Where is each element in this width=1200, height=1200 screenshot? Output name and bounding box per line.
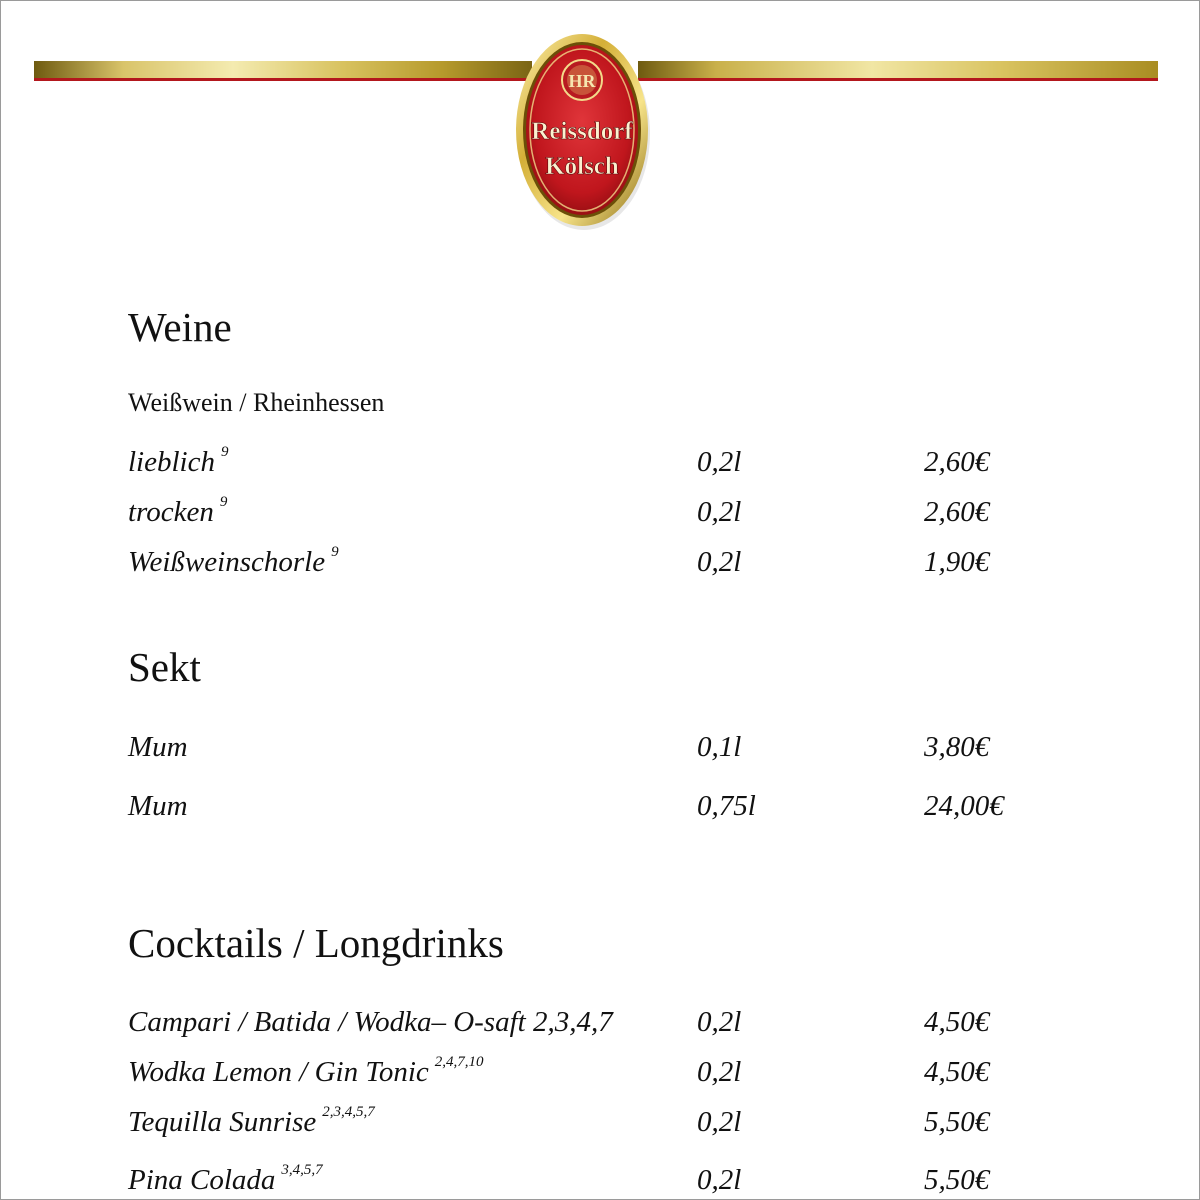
menu-row [0,1056,1200,1092]
allergen-note: 9 [219,494,228,510]
item-size: 0,2l [697,546,742,578]
item-price: 2,60€ [924,496,990,528]
item-name: Wodka Lemon / Gin Tonic $^{2,4,7,10}$ [128,1054,484,1088]
item-size: 0,1l [697,731,742,763]
menu-row [0,1164,1200,1200]
svg-text:HR: HR [568,71,596,91]
item-price: 1,90€ [924,546,990,578]
menu-row [0,446,1200,482]
section-title-sekt: Sekt [128,644,201,690]
item-size: 0,2l [697,1106,742,1138]
header-red-line-left [34,78,532,81]
item-size: 0,75l [697,790,756,822]
section-title-weine: Weine [128,304,232,350]
menu-row [0,790,1200,826]
item-size: 0,2l [697,1164,742,1196]
header-gold-bar-right [638,61,1158,78]
item-size: 0,2l [697,496,742,528]
allergen-note: 2,4,7,10 [434,1054,484,1070]
item-name: lieblich $^9$ [128,444,229,478]
section-title-cocktails: Cocktails / Longdrinks [128,920,504,966]
item-price: 2,60€ [924,446,990,478]
allergen-note: 9 [220,444,229,460]
item-name: Weißweinschorle $^9$ [128,544,339,578]
item-name: Campari / Batida / Wodka– O-saft 2,3,4,7 [128,1006,613,1038]
item-name: Mum [128,731,188,763]
menu-row [0,1006,1200,1042]
header-gold-bar-left [34,61,532,78]
item-price: 24,00€ [924,790,1004,822]
item-name: trocken $^9$ [128,494,228,528]
svg-text:Kölsch: Kölsch [545,153,619,180]
item-price: 4,50€ [924,1056,990,1088]
allergen-note: 3,4,5,7 [281,1162,323,1178]
item-price: 4,50€ [924,1006,990,1038]
item-size: 0,2l [697,1056,742,1088]
menu-row [0,731,1200,767]
item-name: Tequilla Sunrise $^{2,3,4,5,7}$ [128,1104,375,1138]
menu-row [0,496,1200,532]
reissdorf-koelsch-logo [512,28,654,232]
item-name: Pina Colada $^{3,4,5,7}$ [128,1162,323,1196]
item-size: 0,2l [697,446,742,478]
item-price: 5,50€ [924,1164,990,1196]
allergen-note: 9 [331,544,339,560]
item-size: 0,2l [697,1006,742,1038]
svg-text:Reissdorf: Reissdorf [531,118,633,145]
item-price: 5,50€ [924,1106,990,1138]
item-price: 3,80€ [924,731,990,763]
menu-row [0,546,1200,582]
subheading-weisswein: Weißwein / Rheinhessen [128,388,385,417]
header-red-line-right [638,78,1158,81]
item-name: Mum [128,790,188,822]
allergen-note: 2,3,4,5,7 [322,1104,375,1120]
menu-row [0,1106,1200,1142]
